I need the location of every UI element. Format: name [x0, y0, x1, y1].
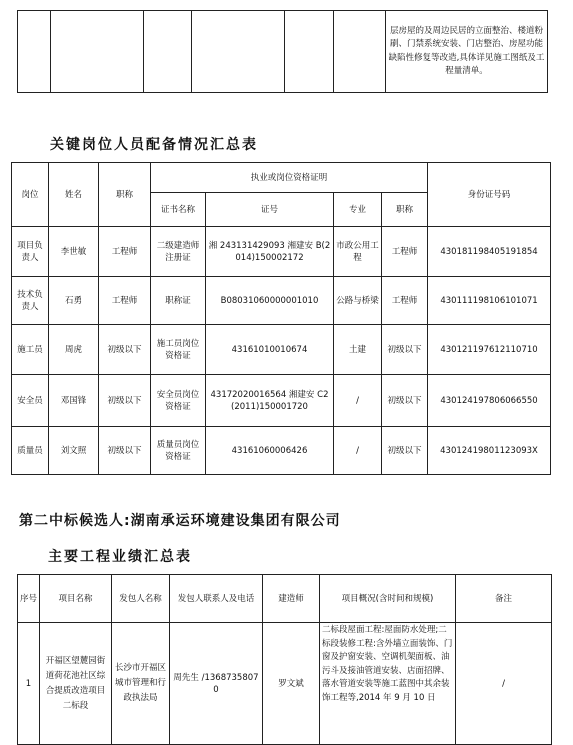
- staff-table: [11, 162, 551, 475]
- cell-remark: /: [456, 623, 552, 745]
- cell-specialty: 土建: [334, 325, 382, 375]
- cell-name: 周虎: [49, 325, 99, 375]
- cell-title: 初级以下: [99, 427, 151, 475]
- section-title-staff: 关键岗位人员配备情况汇总表: [50, 137, 258, 153]
- cell-name: 邓国锋: [49, 375, 99, 427]
- cell-id-no: 430124197806066550: [428, 375, 551, 427]
- header-level: 职称: [382, 193, 428, 227]
- cell: [18, 11, 51, 93]
- header-overview: 项目概况(含时间和规模): [320, 575, 456, 623]
- candidate-title: 第二中标候选人:湖南承运环境建设集团有限公司: [19, 513, 341, 529]
- table-row: [12, 375, 551, 427]
- cell-id-no: 43012419801123093X: [428, 427, 551, 475]
- cell: [334, 11, 386, 93]
- cell-level: 初级以下: [382, 375, 428, 427]
- header-post: 岗位: [12, 163, 49, 227]
- header-project: 项目名称: [40, 575, 112, 623]
- cell-contact: 周先生 /13687358070: [170, 623, 263, 745]
- cell-employer: 长沙市开福区城市管理和行政执法局: [112, 623, 170, 745]
- cell-level: 初级以下: [382, 325, 428, 375]
- cell-specialty: /: [334, 427, 382, 475]
- cell-id-no: 430111198106101071: [428, 277, 551, 325]
- cell-post: 技术负责人: [12, 277, 49, 325]
- header-cert-group: 执业或岗位资格证明: [151, 163, 428, 193]
- table-row: [12, 227, 551, 277]
- cell-cert-no: B08031060000001010: [206, 277, 334, 325]
- previous-page-table: [17, 10, 548, 93]
- cell-builder: 罗文斌: [263, 623, 320, 745]
- cell-level: 初级以下: [382, 427, 428, 475]
- cell-cert-name: 质量员岗位资格证: [151, 427, 206, 475]
- cell-cert-no: 43172020016564 湘建安 C2(2011)150001720: [206, 375, 334, 427]
- table-row: [18, 623, 552, 745]
- cell-cert-name: 施工员岗位资格证: [151, 325, 206, 375]
- cell-no: 1: [18, 623, 40, 745]
- header-cert-no: 证号: [206, 193, 334, 227]
- performance-table: [17, 574, 552, 745]
- cell: [192, 11, 285, 93]
- cell-title: 初级以下: [99, 375, 151, 427]
- section-title-performance: 主要工程业绩汇总表: [48, 549, 192, 565]
- header-name: 姓名: [49, 163, 99, 227]
- cell: [285, 11, 334, 93]
- cell-title: 工程师: [99, 277, 151, 325]
- scope-text: 层房屋的及周边民居的立面整治、楼道粉刷、门禁系统安装、门店整治、房屋功能缺陷性修复等改造,具体详见施工图纸及工程量清单。: [386, 11, 548, 93]
- cell-cert-name: 安全员岗位资格证: [151, 375, 206, 427]
- table-row: [12, 277, 551, 325]
- header-specialty: 专业: [334, 193, 382, 227]
- cell-post: 施工员: [12, 325, 49, 375]
- cell-name: 石勇: [49, 277, 99, 325]
- cell: [144, 11, 192, 93]
- header-builder: 建造师: [263, 575, 320, 623]
- cell-cert-no: 湘 243131429093 湘建安 B(2014)150002172: [206, 227, 334, 277]
- header-cert-name: 证书名称: [151, 193, 206, 227]
- cell-cert-no: 43161010010674: [206, 325, 334, 375]
- table-row: [12, 427, 551, 475]
- cell-level: 工程师: [382, 227, 428, 277]
- cell: [51, 11, 144, 93]
- cell-id-no: 430181198405191854: [428, 227, 551, 277]
- header-contact: 发包人联系人及电话: [170, 575, 263, 623]
- cell-specialty: 公路与桥梁: [334, 277, 382, 325]
- cell-post: 项目负责人: [12, 227, 49, 277]
- cell-project: 开福区望麓园街道荷花池社区综合提质改造项目二标段: [40, 623, 112, 745]
- cell-cert-no: 43161060006426: [206, 427, 334, 475]
- cell-cert-name: 二级建造师注册证: [151, 227, 206, 277]
- header-remark: 备注: [456, 575, 552, 623]
- cell-overview: 二标段屋面工程:屋面防水处理;二标段装修工程:含外墙立面装饰、门窗及护窗安装、空调机架面板、油污斗及接油管道安装、店面招牌、落水管道安装等施工蓝图中其余装饰工程等,2014 年 9 月 10 日: [320, 623, 456, 745]
- header-no: 序号: [18, 575, 40, 623]
- cell-title: 工程师: [99, 227, 151, 277]
- cell-post: 质量员: [12, 427, 49, 475]
- cell-name: 刘文照: [49, 427, 99, 475]
- cell-title: 初级以下: [99, 325, 151, 375]
- cell-post: 安全员: [12, 375, 49, 427]
- header-title: 职称: [99, 163, 151, 227]
- cell-specialty: 市政公用工程: [334, 227, 382, 277]
- cell-level: 工程师: [382, 277, 428, 325]
- header-employer: 发包人名称: [112, 575, 170, 623]
- cell-specialty: /: [334, 375, 382, 427]
- cell-cert-name: 职称证: [151, 277, 206, 325]
- table-row: [12, 325, 551, 375]
- cell-name: 李世敏: [49, 227, 99, 277]
- header-id-no: 身份证号码: [428, 163, 551, 227]
- cell-id-no: 430121197612110710: [428, 325, 551, 375]
